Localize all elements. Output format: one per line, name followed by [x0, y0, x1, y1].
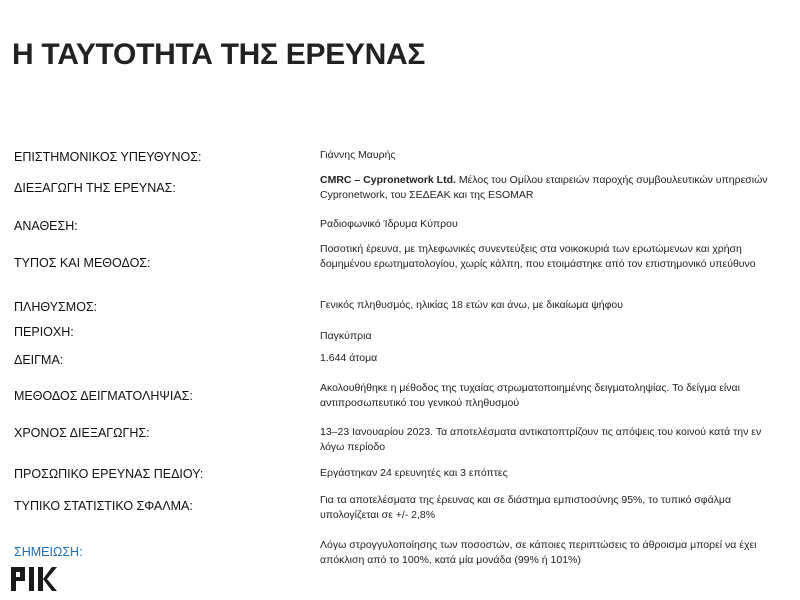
value-conducted-by-description: Μέλος του Ομίλου εταιρειών παροχής συμβουλευτικών υπηρεσιών Cypronetwork, του ΣΕΔΕΑΚ και της ESOMAR [320, 174, 768, 201]
label-period: ΧΡΟΝΟΣ ΔΙΕΞΑΓΩΓΗΣ: [14, 426, 150, 440]
label-region: ΠΕΡΙΟΧΗ: [14, 325, 74, 339]
value-note: Λόγω στρογγυλοποίησης των ποσοστών, σε κάποιες περιπτώσεις το άθροισμα μπορεί να έχει απόκλιση από το 100%, κατά μία μονάδα (99% ή 101%) [320, 539, 757, 566]
label-sample: ΔΕΙΓΜΑ: [14, 353, 64, 367]
label-conducted-by: ΔΙΕΞΑΓΩΓΗ ΤΗΣ ΕΡΕΥΝΑΣ: [14, 181, 176, 195]
value-period: 13–23 Ιανουαρίου 2023. Τα αποτελέσματα αντικατοπτρίζουν τις απόψεις του κοινού κατά την εν λόγω περίοδο [320, 426, 762, 453]
value-population: Γενικός πληθυσμός, ηλικίας 18 ετών και άνω, με δικαίωμα ψήφου [320, 299, 623, 311]
label-type-method: ΤΥΠΟΣ ΚΑΙ ΜΕΘΟΔΟΣ: [14, 256, 151, 270]
value-region: Παγκύπρια [320, 330, 372, 342]
value-commissioned-by: Ραδιοφωνικό Ίδρυμα Κύπρου [320, 218, 458, 230]
label-population: ΠΛΗΘΥΣΜΟΣ: [14, 300, 98, 314]
label-sampling-method: ΜΕΘΟΔΟΣ ΔΕΙΓΜΑΤΟΛΗΨΙΑΣ: [14, 389, 193, 403]
label-note: ΣΗΜΕΙΩΣΗ: [14, 545, 83, 559]
rik-logo [10, 566, 58, 592]
value-conducted-by-company: CMRC – Cypronetwork Ltd. [320, 174, 456, 186]
value-statistical-error: Για τα αποτελέσματα της έρευνας και σε διάστημα εμπιστοσύνης 95%, το τυπικό σφάλμα υπολογίζεται σε +/- 2,8% [320, 494, 732, 521]
value-scientific-lead: Γιάννης Μαυρής [320, 149, 396, 161]
value-type-method: Ποσοτική έρευνα, με τηλεφωνικές συνεντεύξεις στα νοικοκυριά των ερωτώμενων και χρήση δομημένου ερωτηματολογίου, χωρίς κάλπη, που ετοιμάστηκε από τον επιστημονικό υπεύθυνο [320, 243, 756, 270]
label-statistical-error: ΤΥΠΙΚΟ ΣΤΑΤΙΣΤΙΚΟ ΣΦΑΛΜΑ: [14, 499, 193, 513]
label-field-staff: ΠΡΟΣΩΠΙΚΟ ΕΡΕΥΝΑΣ ΠΕΔΙΟΥ: [14, 467, 204, 481]
label-scientific-lead: ΕΠΙΣΤΗΜΟΝΙΚΟΣ ΥΠΕΥΘΥΝΟΣ: [14, 150, 202, 164]
value-sampling-method: Ακολουθήθηκε η μέθοδος της τυχαίας στρωματοποιημένης δειγματοληψίας. Το δείγμα είναι αντιπροσωπευτικό του γενικού πληθυσμού [320, 382, 740, 409]
label-commissioned-by: ΑΝΑΘΕΣΗ: [14, 219, 78, 233]
value-field-staff: Εργάστηκαν 24 ερευνητές και 3 επόπτες [320, 467, 508, 479]
page-title: Η ΤΑΥΤΟΤΗΤΑ ΤΗΣ ΕΡΕΥΝΑΣ [12, 38, 426, 71]
value-sample: 1.644 άτομα [320, 352, 378, 364]
value-conducted-by [320, 173, 780, 203]
